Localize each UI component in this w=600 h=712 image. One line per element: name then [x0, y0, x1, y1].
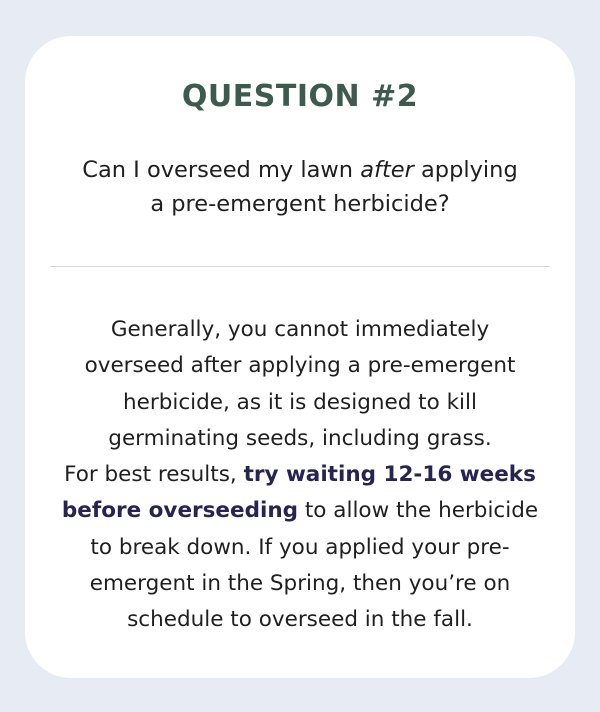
answer-line-5-plain: For best results, — [64, 462, 244, 488]
question-card — [25, 36, 575, 678]
question-text — [25, 153, 575, 221]
answer-line-6-plain: to allow the herbicide — [298, 498, 539, 524]
question-emphasis: after — [360, 157, 414, 183]
answer-line-7: to break down. If you applied your pre- — [90, 534, 510, 560]
answer-line-2: overseed after applying a pre-emergent — [84, 353, 516, 379]
question-text-start: Can I overseed my lawn — [82, 157, 361, 183]
answer-text — [25, 312, 575, 639]
answer-line-9: schedule to overseed in the fall. — [127, 607, 473, 633]
question-heading: QUESTION #2 — [181, 79, 419, 114]
answer-line-6 — [25, 493, 575, 529]
answer-line-5 — [25, 457, 575, 493]
answer-highlight-2: before overseeding — [61, 498, 299, 524]
question-text-end: applying — [413, 157, 518, 183]
answer-line-3: herbicide, as it is designed to kill — [123, 389, 477, 415]
answer-line-8: emergent in the Spring, then you’re on — [89, 571, 511, 597]
divider — [50, 266, 550, 267]
question-line-2: a pre-emergent herbicide? — [150, 191, 450, 217]
answer-line-4: germinating seeds, including grass. — [108, 425, 492, 451]
question-line-1 — [25, 153, 575, 187]
answer-highlight-1: try waiting 12-16 weeks — [243, 462, 536, 488]
answer-line-1: Generally, you cannot immediately — [110, 317, 490, 342]
